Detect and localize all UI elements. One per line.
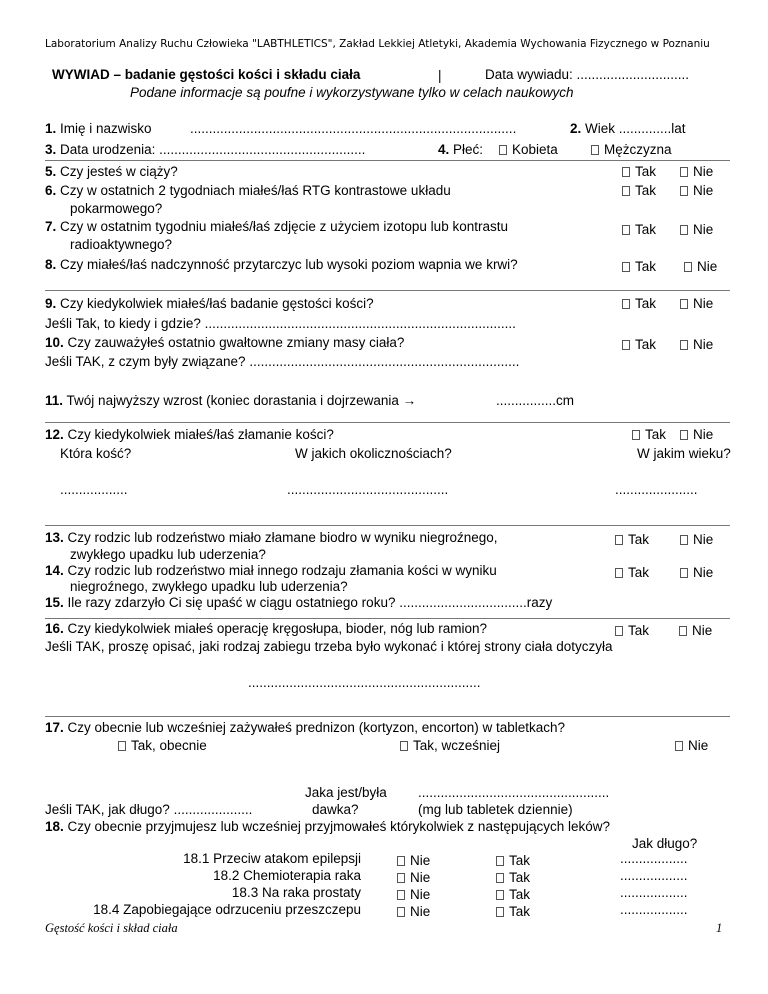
- q15-falls-field[interactable]: 15. Ile razy zdarzyło Ci się upaść w ciągu ostatniego roku? ..................................razy: [45, 595, 553, 610]
- q6-cont: pokarmowego?: [70, 201, 163, 216]
- q8-yes[interactable]: Tak: [622, 259, 656, 275]
- q9-no[interactable]: Nie: [680, 296, 713, 312]
- q11: 11. Twój najwyższy wzrost (koniec dorastania i dojrzewania →: [45, 393, 417, 408]
- q13: 13. Czy rodzic lub rodzeństwo miało złamane biodro w wyniku niegroźnego,: [45, 530, 498, 545]
- q16-description-field[interactable]: ..............................................................: [248, 675, 481, 690]
- q5-yes[interactable]: Tak: [622, 164, 656, 180]
- checkbox-icon: [680, 225, 688, 235]
- q9: 9. Czy kiedykolwiek miałeś/łaś badanie gęstości kości?: [45, 296, 374, 311]
- q7-cont: radioaktywnego?: [70, 237, 173, 252]
- q12: 12. Czy kiedykolwiek miałeś/łaś złamanie kości?: [45, 427, 334, 442]
- q17: 17. Czy obecnie lub wcześniej zażywałeś prednizon (kortyzon, encorton) w tabletkach?: [45, 720, 566, 735]
- q16-followup: Jeśli TAK, proszę opisać, jaki rodzaj zabiegu trzeba było wykonać i której strony ciała dotyczyła: [45, 639, 613, 654]
- q18-2-yes[interactable]: Tak: [496, 870, 530, 886]
- q14-cont: niegroźnego, zwykłego upadku lub uderzenia?: [70, 579, 348, 594]
- q9-followup-field[interactable]: Jeśli Tak, to kiedy i gdzie? ...................................................................................: [45, 316, 516, 331]
- q18-1-duration-field[interactable]: ..................: [620, 851, 688, 866]
- divider: [45, 160, 730, 161]
- q17-dose-field[interactable]: ...................................................: [418, 785, 610, 800]
- q7-yes[interactable]: Tak: [622, 222, 656, 238]
- checkbox-icon: [622, 299, 630, 309]
- q8-no[interactable]: Nie: [684, 259, 717, 275]
- q10-yes[interactable]: Tak: [622, 337, 656, 353]
- checkbox-icon: [680, 167, 688, 177]
- divider: [45, 716, 730, 717]
- q18-1-no[interactable]: Nie: [397, 853, 430, 869]
- q17-opt-no[interactable]: Nie: [675, 738, 708, 754]
- q18-1-yes[interactable]: Tak: [496, 853, 530, 869]
- checkbox-icon: [615, 535, 623, 545]
- q16-yes[interactable]: Tak: [615, 623, 649, 639]
- q10-no[interactable]: Nie: [680, 337, 713, 353]
- divider: [45, 618, 730, 619]
- q14: 14. Czy rodzic lub rodzeństwo miał innego rodzaju złamania kości w wyniku: [45, 563, 497, 578]
- q17-dose-label-2: dawka?: [312, 802, 359, 817]
- page-number: 1: [716, 921, 723, 935]
- checkbox-icon: [615, 568, 623, 578]
- q12-bone-field[interactable]: ..................: [60, 482, 128, 497]
- q18-item-label: 18.1 Przeciw atakom epilepsji: [183, 851, 361, 866]
- checkbox-icon: [496, 873, 504, 883]
- divider: [45, 290, 730, 291]
- q17-opt-current[interactable]: Tak, obecnie: [118, 738, 207, 754]
- checkbox-icon: [397, 856, 405, 866]
- q12-age-field[interactable]: ......................: [615, 482, 698, 497]
- checkbox-icon: [397, 907, 405, 917]
- divider: [45, 422, 730, 423]
- checkbox-icon: [615, 626, 623, 636]
- q13-cont: zwykłego upadku lub uderzenia?: [70, 547, 266, 562]
- q12-yes[interactable]: Tak: [632, 427, 666, 443]
- q17-duration-field[interactable]: Jeśli TAK, jak długo? .....................: [45, 802, 253, 817]
- q3-birthdate-field[interactable]: 3. Data urodzenia: .......................................................: [45, 142, 366, 157]
- checkbox-icon: [632, 430, 640, 440]
- title-separator: |: [438, 68, 442, 83]
- checkbox-icon: [622, 167, 630, 177]
- q13-no[interactable]: Nie: [680, 532, 713, 548]
- q2-age-field[interactable]: 2. Wiek ..............lat: [570, 121, 686, 136]
- checkbox-icon: [680, 186, 688, 196]
- checkbox-icon: [684, 262, 692, 272]
- q1: 1. Imię i nazwisko: [45, 121, 152, 136]
- q7: 7. Czy w ostatnim tygodniu miałeś/łaś zdjęcie z użyciem izotopu lub kontrastu: [45, 219, 508, 234]
- divider: [45, 525, 730, 526]
- q18-item-label: 18.3 Na raka prostaty: [231, 885, 361, 900]
- q18-3-yes[interactable]: Tak: [496, 887, 530, 903]
- q5-no[interactable]: Nie: [680, 164, 713, 180]
- q6-yes[interactable]: Tak: [622, 183, 656, 199]
- checkbox-icon: [622, 340, 630, 350]
- checkbox-icon: [675, 741, 683, 751]
- q12-col-bone: Która kość?: [60, 446, 132, 461]
- checkbox-icon: [499, 145, 507, 155]
- q12-no[interactable]: Nie: [680, 427, 713, 443]
- q18: 18. Czy obecnie przyjmujesz lub wcześniej przyjmowałeś którykolwiek z następujących leków?: [45, 819, 611, 834]
- q14-no[interactable]: Nie: [680, 565, 713, 581]
- checkbox-icon: [496, 907, 504, 917]
- q4-option-female[interactable]: Kobieta: [499, 142, 558, 158]
- q18-3-no[interactable]: Nie: [397, 887, 430, 903]
- q14-yes[interactable]: Tak: [615, 565, 649, 581]
- checkbox-icon: [680, 340, 688, 350]
- q18-2-duration-field[interactable]: ..................: [620, 868, 688, 883]
- q18-2-no[interactable]: Nie: [397, 870, 430, 886]
- checkbox-icon: [622, 262, 630, 272]
- checkbox-icon: [397, 890, 405, 900]
- q12-col-age: W jakim wieku?: [637, 446, 731, 461]
- q17-opt-past[interactable]: Tak, wcześniej: [400, 738, 500, 754]
- q18-4-yes[interactable]: Tak: [496, 904, 530, 920]
- q18-4-duration-field[interactable]: ..................: [620, 902, 688, 917]
- q18-item-label: 18.4 Zapobiegające odrzuceniu przeszczepu: [93, 902, 361, 917]
- q1-name-field[interactable]: .......................................................................................: [190, 121, 517, 136]
- q10-followup-field[interactable]: Jeśli TAK, z czym były związane? ........................................................................: [45, 354, 520, 369]
- q4-option-male[interactable]: Mężczyzna: [591, 142, 672, 158]
- checkbox-icon: [496, 890, 504, 900]
- interview-date: Data wywiadu: ..............................: [485, 67, 690, 82]
- form-subtitle: Podane informacje są poufne i wykorzystywane tylko w celach naukowych: [130, 85, 574, 100]
- q16-no[interactable]: Nie: [679, 623, 712, 639]
- checkbox-icon: [397, 873, 405, 883]
- lab-header: Laboratorium Analizy Ruchu Człowieka "LABTHLETICS", Zakład Lekkiej Atletyki, Akademia Wychowania Fizycznego w Poznaniu: [45, 38, 710, 50]
- q18-item-label: 18.2 Chemioterapia raka: [213, 868, 361, 883]
- checkbox-icon: [622, 186, 630, 196]
- q17-dose-label: Jaka jest/była: [305, 785, 387, 800]
- q6-no[interactable]: Nie: [680, 183, 713, 199]
- q16: 16. Czy kiedykolwiek miałeś operację kręgosłupa, bioder, nóg lub ramion?: [45, 621, 488, 636]
- checkbox-icon: [496, 856, 504, 866]
- q8: 8. Czy miałeś/łaś nadczynność przytarczyc lub wysoki poziom wapnia we krwi?: [45, 257, 518, 272]
- q18-how-long-label: Jak długo?: [632, 836, 698, 851]
- checkbox-icon: [680, 568, 688, 578]
- q11-height-field[interactable]: ................cm: [496, 393, 575, 408]
- q4-gender: 4. Płeć:: [438, 142, 484, 157]
- q9-yes[interactable]: Tak: [622, 296, 656, 312]
- q12-col-circumstances: W jakich okolicznościach?: [295, 446, 452, 461]
- checkbox-icon: [679, 626, 687, 636]
- q7-no[interactable]: Nie: [680, 222, 713, 238]
- q12-circumstances-field[interactable]: ...........................................: [287, 482, 449, 497]
- checkbox-icon: [680, 535, 688, 545]
- q18-3-duration-field[interactable]: ..................: [620, 885, 688, 900]
- checkbox-icon: [400, 741, 408, 751]
- q5: 5. Czy jesteś w ciąży?: [45, 164, 178, 179]
- checkbox-icon: [622, 225, 630, 235]
- checkbox-icon: [118, 741, 126, 751]
- q18-4-no[interactable]: Nie: [397, 904, 430, 920]
- q17-dose-unit: (mg lub tabletek dziennie): [418, 802, 573, 817]
- checkbox-icon: [680, 299, 688, 309]
- form-title: WYWIAD – badanie gęstości kości i składu ciała: [52, 67, 361, 82]
- q13-yes[interactable]: Tak: [615, 532, 649, 548]
- checkbox-icon: [680, 430, 688, 440]
- checkbox-icon: [591, 145, 599, 155]
- q10: 10. Czy zauważyłeś ostatnio gwałtowne zmiany masy ciała?: [45, 335, 405, 350]
- footer-title: Gęstość kości i skład ciała: [45, 921, 178, 935]
- q6: 6. Czy w ostatnich 2 tygodniach miałeś/łaś RTG kontrastowe układu: [45, 183, 451, 198]
